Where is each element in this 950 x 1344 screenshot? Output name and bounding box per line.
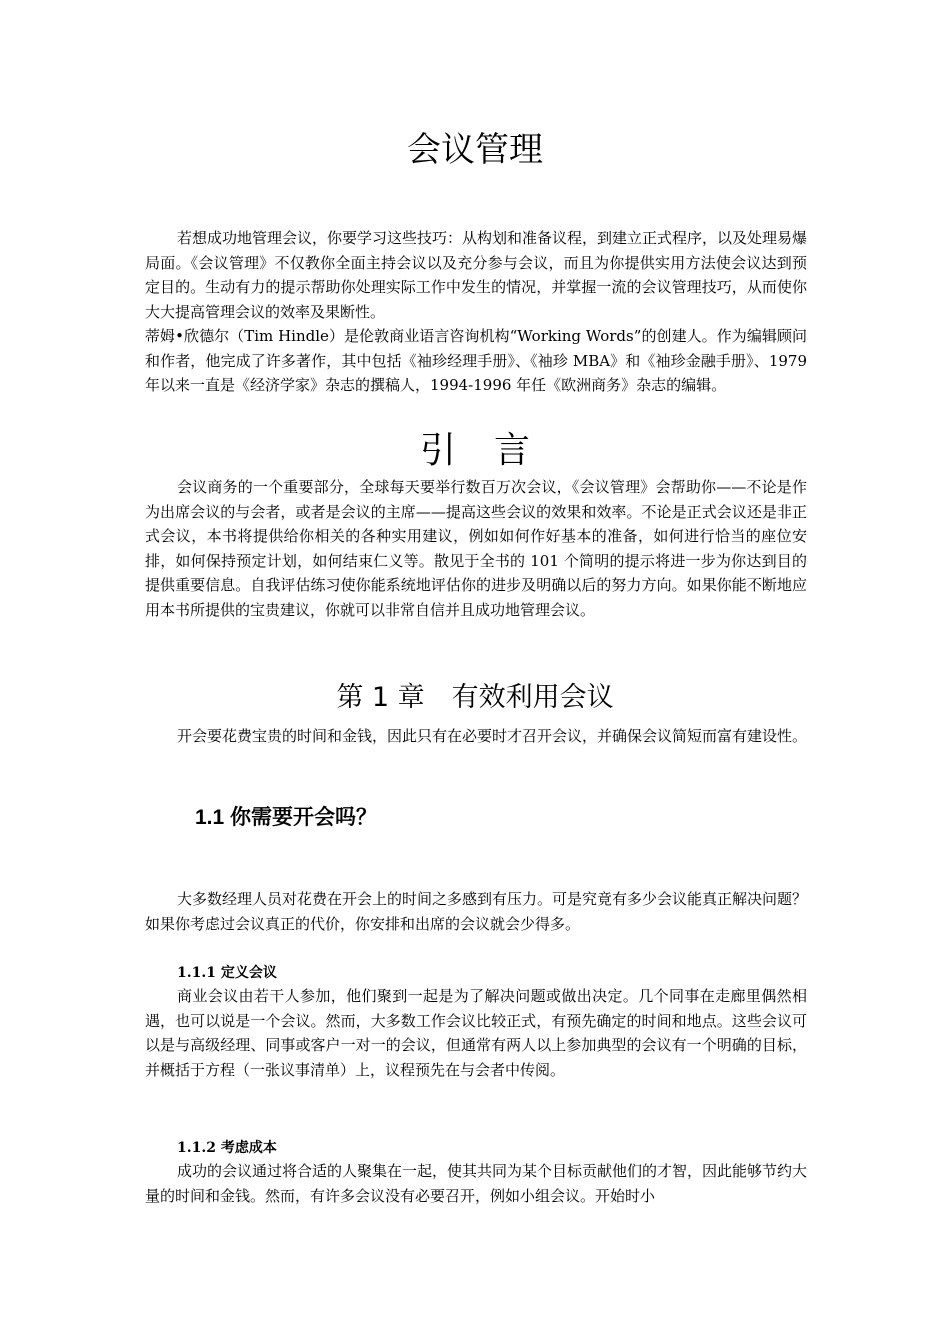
section-paragraph: 大多数经理人员对花费在开会上的时间之多感到有压力。可是究竟有多少会议能真正解决问题？如果你考虑过会议真正的代价，你安排和出席的会议就会少得多。 [145, 890, 808, 933]
intro-block [145, 226, 807, 398]
document-title: 会议管理 [407, 130, 543, 170]
preface-paragraph: 会议商务的一个重要部分，全球每天要举行数百万次会议，《会议管理》会帮助你——不论是作为出席会议的与会者，或者是会议的主席——提高这些会议的效果和效率。不论是正式会议还是非正式会议，本书将提供给你相关的各种实用建议，例如如何作好基本的准备，如何进行恰当的座位安排，如何保持预定计划，如何结束仁义等。散见于全书的 101 个简明的提示将进一步为你达到目的提供重要信息。自我评估练习使你能系统地评估你的进步及明确以后的努力方向。如果你能不断地应用本书所提供的宝贵建议，你就可以非常自信并且成功地管理会议。 [145, 478, 807, 619]
subsection-1-block [145, 962, 807, 1082]
section-heading: 1.1 你需要开会吗？ [195, 806, 378, 829]
preface-heading: 引言 [419, 430, 568, 471]
subsection-2-block [145, 1137, 807, 1208]
author-paragraph: 蒂姆•欣德尔（Tim Hindle）是伦敦商业语言咨询机构“Working Words”的创建人。作为编辑顾问和作者，他完成了许多著作，其中包括《袖珍经理手册》、《袖珍 MBA》和《袖珍金融手册》、1979 年以来一直是《经济学家》杂志的撰稿人，1994-1996 年任《欧洲商务》杂志的编辑。 [145, 327, 807, 394]
chapter-paragraph: 开会要花费宝贵的时间和金钱，因此只有在必要时才召开会议，并确保会议简短而富有建设性。 [177, 727, 808, 745]
subsection-2-heading: 1.1.2 考虑成本 [177, 1140, 277, 1156]
section-block [145, 887, 807, 936]
intro-paragraph: 若想成功地管理会议，你要学习这些技巧：从构划和准备议程，到建立正式程序，以及处理易爆局面。《会议管理》不仅教你全面主持会议以及充分参与会议，而且为你提供实用方法使会议达到预定目的。生动有力的提示帮助你处理实际工作中发生的情况，并掌握一流的会议管理技巧，从而使你大大提高管理会议的效率及果断性。 [145, 229, 808, 321]
preface-block [145, 475, 807, 622]
chapter-heading: 第 1 章 有效利用会议 [336, 682, 614, 713]
subsection-2-paragraph: 成功的会议通过将合适的人聚集在一起，使其共同为某个目标贡献他们的才智，因此能够节约大量的时间和金钱。然而，有许多会议没有必要召开，例如小组会议。开始时小 [145, 1162, 808, 1205]
subsection-1-heading: 1.1.1 定义会议 [177, 965, 277, 981]
subsection-1-paragraph: 商业会议由若干人参加，他们聚到一起是为了解决问题或做出决定。几个同事在走廊里偶然相遇，也可以说是一个会议。然而，大多数工作会议比较正式，有预先确定的时间和地点。这些会议可以是与高级经理、同事或客户一对一的会议，但通常有两人以上参加典型的会议有一个明确的目标，并概括于方程（一张议事清单）上，议程预先在与会者中传阅。 [145, 987, 807, 1079]
chapter-block [145, 724, 807, 749]
